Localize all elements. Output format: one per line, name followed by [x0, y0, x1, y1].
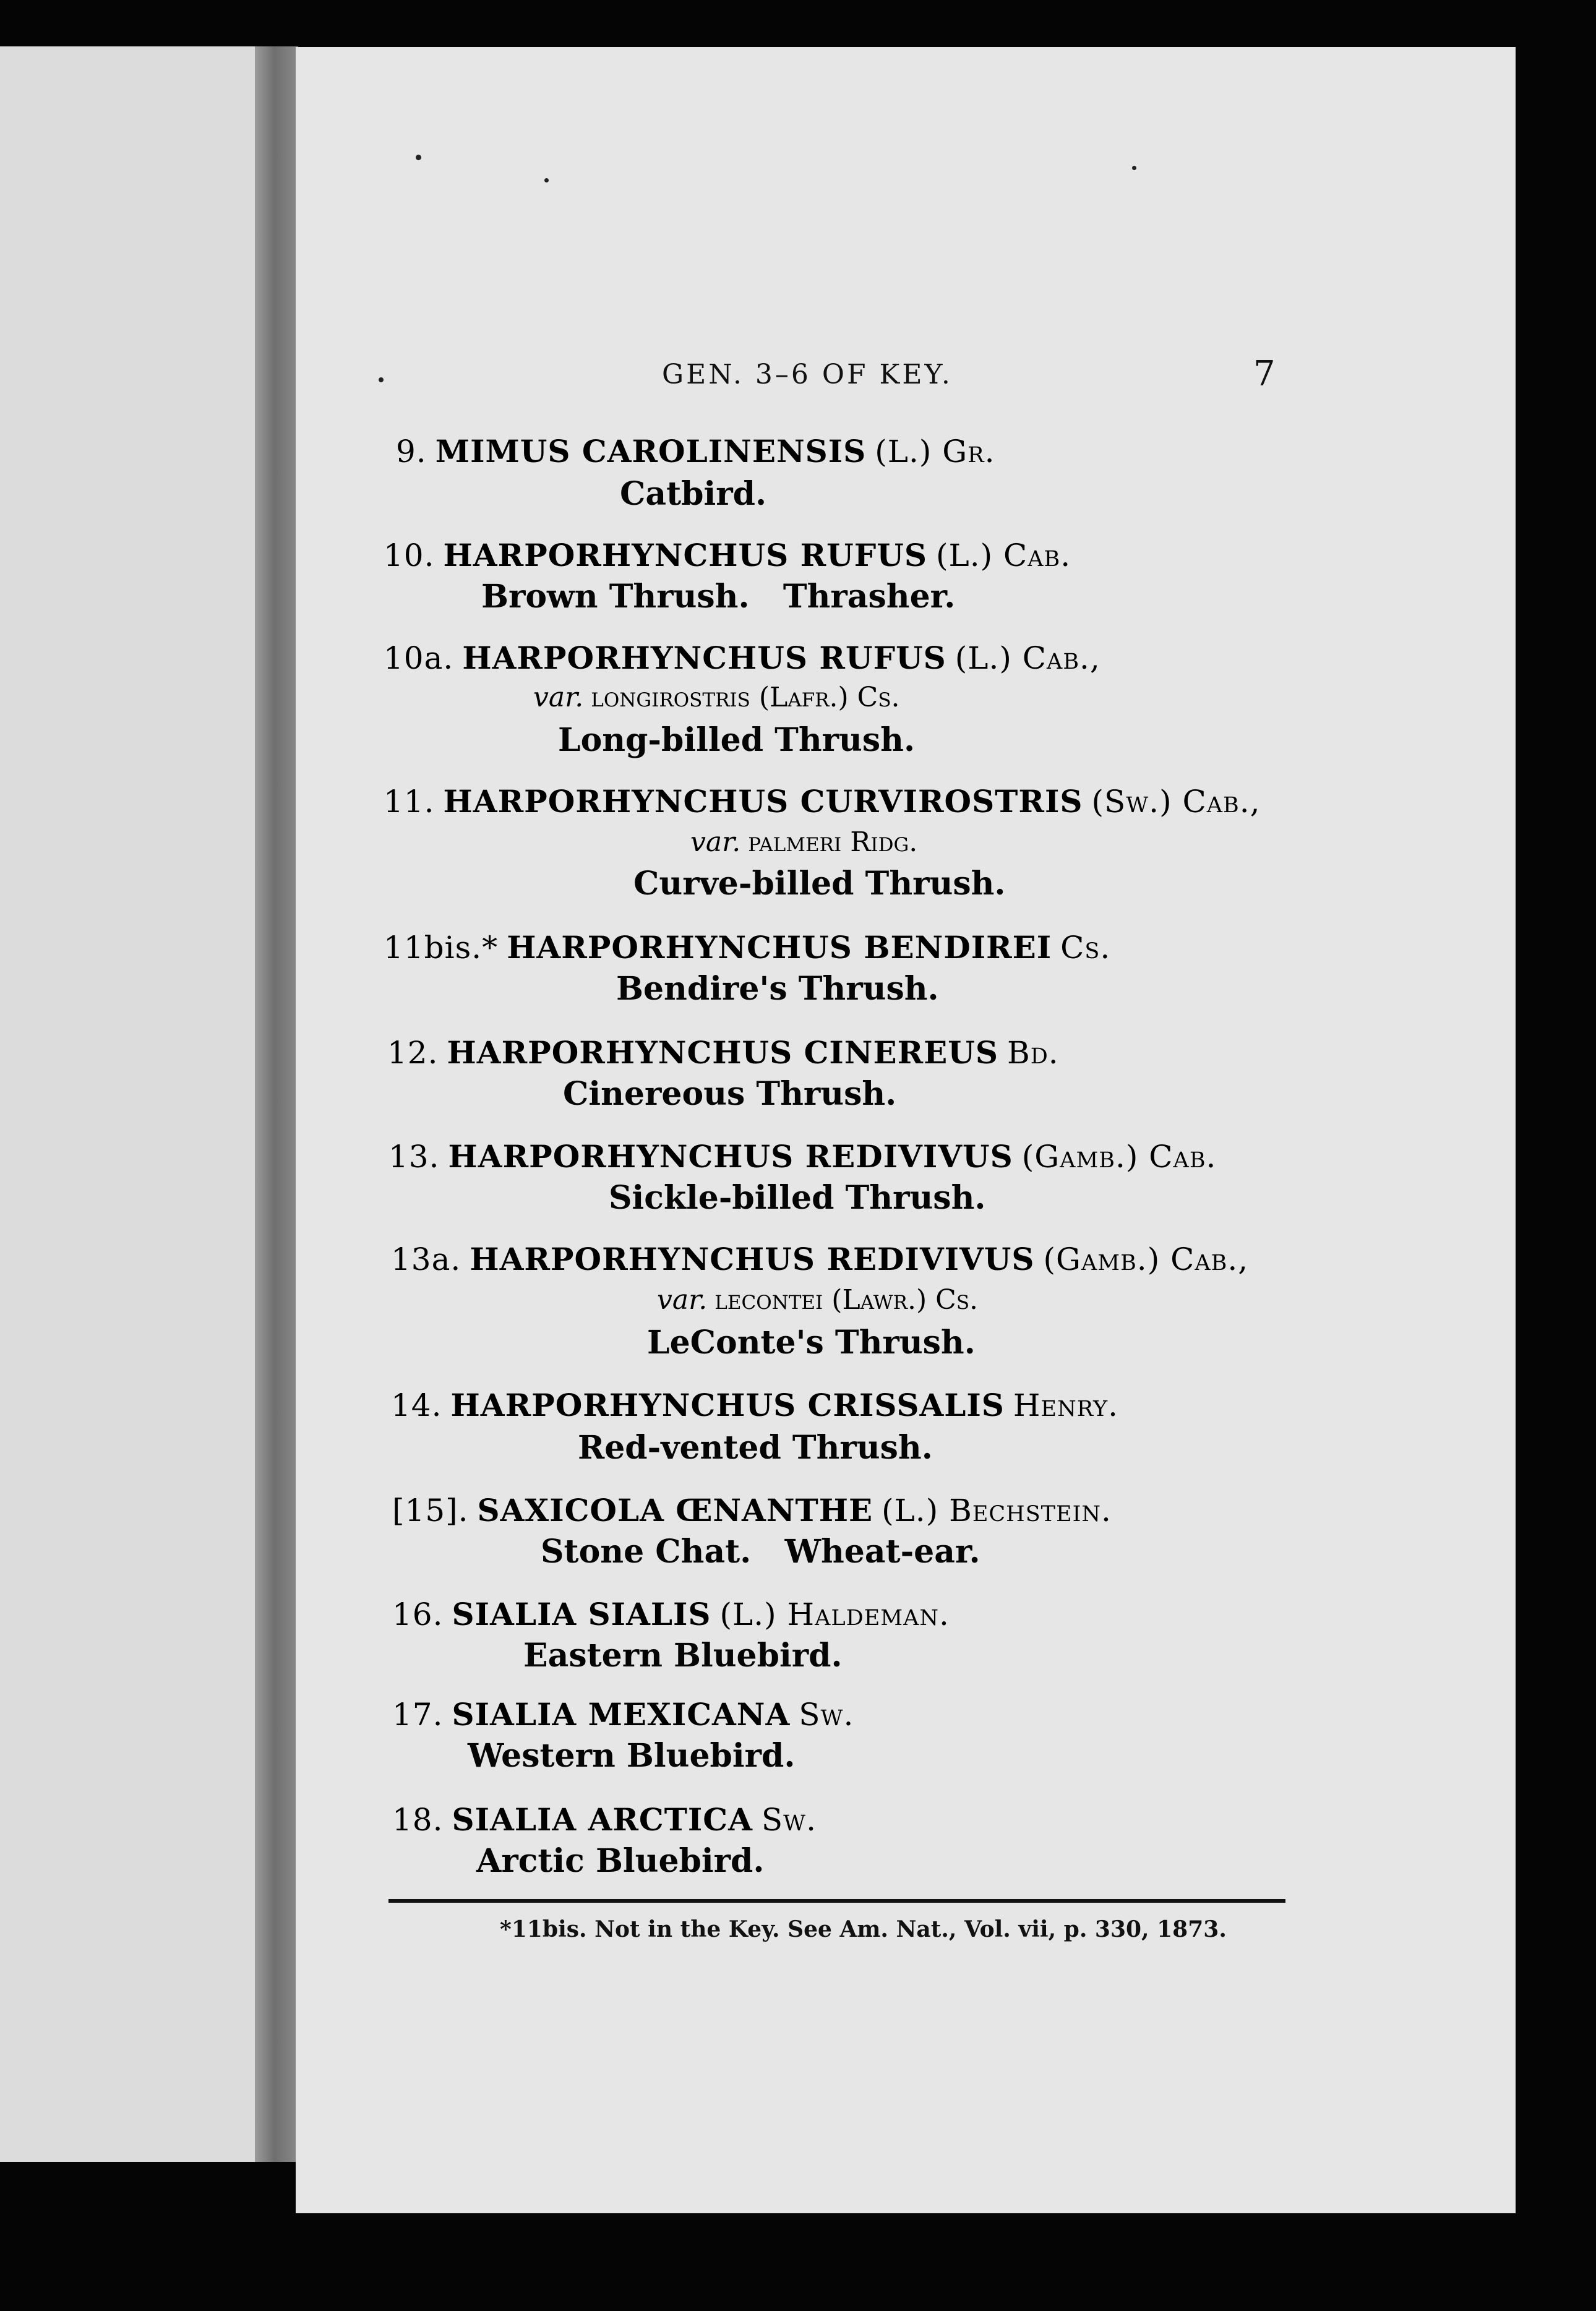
common-name: Stone Chat. Wheat-ear.	[541, 1533, 980, 1571]
book-spine	[255, 46, 298, 2162]
facing-page	[0, 46, 260, 2162]
common-name: Catbird.	[620, 475, 767, 513]
scientific-name: HARPORHYNCHUS RUFUS	[443, 537, 927, 573]
scientific-name: HARPORHYNCHUS CRISSALIS	[450, 1387, 1005, 1423]
entry-heading	[392, 1596, 950, 1632]
entry-number: 9.	[396, 434, 427, 469]
entry-heading	[392, 1492, 1112, 1529]
authority: (Gamb.) Cab.	[1021, 1139, 1217, 1175]
scientific-name: HARPORHYNCHUS CURVIROSTRIS	[443, 783, 1083, 820]
variety-line	[657, 1284, 978, 1316]
common-name: Sickle-billed Thrush.	[609, 1179, 986, 1217]
entry-number: 14.	[391, 1387, 442, 1423]
variety-line	[533, 682, 900, 713]
variety-name: lecontei (Lawr.) Cs.	[714, 1284, 979, 1316]
entry-number: 12.	[387, 1035, 439, 1071]
authority: Sw.	[761, 1802, 817, 1838]
common-name: Arctic Bluebird.	[476, 1842, 765, 1880]
entry-number: 10.	[384, 538, 435, 573]
entry-number: 11bis.*	[384, 930, 499, 966]
entry-heading	[396, 433, 995, 469]
entry-number: 16.	[392, 1597, 444, 1632]
variety-name: longirostris (Lafr.) Cs.	[591, 682, 900, 713]
running-title: GEN. 3–6 OF KEY.	[662, 359, 953, 390]
common-name: Curve-billed Thrush.	[633, 865, 1006, 903]
entry-number: 10a.	[384, 640, 454, 676]
authority: (L.) Haldeman.	[719, 1597, 950, 1632]
entry-number: 11.	[384, 784, 435, 820]
common-name: Western Bluebird.	[468, 1737, 796, 1775]
common-name: Bendire's Thrush.	[616, 970, 939, 1008]
entry-number: [15].	[392, 1493, 469, 1529]
footnote: *11bis. Not in the Key. See Am. Nat., Vol. vii, p. 330, 1873.	[500, 1916, 1227, 1942]
speck	[379, 377, 384, 382]
authority: (L.) Cab.	[935, 538, 1071, 573]
scientific-name: HARPORHYNCHUS REDIVIVUS	[448, 1138, 1013, 1175]
entry-heading	[384, 640, 1100, 676]
authority: Henry.	[1013, 1387, 1118, 1423]
entry-heading	[387, 1034, 1059, 1071]
variety-label: var.	[657, 1284, 708, 1316]
scientific-name: SIALIA MEXICANA	[452, 1696, 791, 1733]
entry-heading	[384, 929, 1110, 966]
entry-number: 13.	[388, 1139, 440, 1175]
authority: Cs.	[1060, 930, 1111, 966]
entry-heading	[388, 1138, 1216, 1175]
entry-heading	[391, 1387, 1118, 1423]
entry-heading	[392, 1801, 817, 1838]
speck	[1132, 166, 1136, 170]
common-name: Cinereous Thrush.	[563, 1075, 897, 1113]
scientific-name: HARPORHYNCHUS CINEREUS	[447, 1034, 998, 1071]
speck	[416, 155, 421, 160]
common-name: LeConte's Thrush.	[647, 1324, 976, 1361]
scientific-name: HARPORHYNCHUS BENDIREI	[507, 929, 1052, 966]
entry-number: 18.	[392, 1802, 444, 1838]
authority: (L.) Gr.	[875, 434, 995, 469]
authority: (Sw.) Cab.,	[1091, 784, 1261, 820]
authority: (L.) Cab.,	[955, 640, 1100, 676]
variety-name: palmeri Ridg.	[748, 826, 918, 858]
page-number: 7	[1253, 354, 1276, 394]
speck	[544, 178, 549, 182]
scientific-name: HARPORHYNCHUS REDIVIVUS	[470, 1241, 1035, 1277]
entry-heading	[392, 1696, 854, 1733]
common-name: Long-billed Thrush.	[558, 721, 916, 759]
entry-number: 17.	[392, 1697, 444, 1733]
scientific-name: SAXICOLA ŒNANTHE	[477, 1492, 873, 1529]
authority: (Gamb.) Cab.,	[1043, 1241, 1249, 1277]
common-name: Brown Thrush. Thrasher.	[481, 578, 956, 615]
variety-line	[690, 826, 917, 858]
variety-label: var.	[690, 826, 741, 858]
scientific-name: HARPORHYNCHUS RUFUS	[462, 640, 946, 676]
scientific-name: SIALIA ARCTICA	[452, 1801, 753, 1838]
authority: (L.) Bechstein.	[882, 1493, 1112, 1529]
common-name: Red-vented Thrush.	[578, 1429, 933, 1467]
authority: Sw.	[799, 1697, 854, 1733]
scientific-name: SIALIA SIALIS	[452, 1596, 711, 1632]
footnote-rule	[388, 1899, 1285, 1903]
authority: Bd.	[1007, 1035, 1059, 1071]
entry-heading	[384, 537, 1071, 573]
common-name: Eastern Bluebird.	[523, 1637, 843, 1674]
entry-number: 13a.	[391, 1241, 461, 1277]
scientific-name: MIMUS CAROLINENSIS	[435, 433, 867, 469]
entry-heading	[384, 783, 1261, 820]
entry-heading	[391, 1241, 1248, 1277]
variety-label: var.	[533, 682, 584, 713]
